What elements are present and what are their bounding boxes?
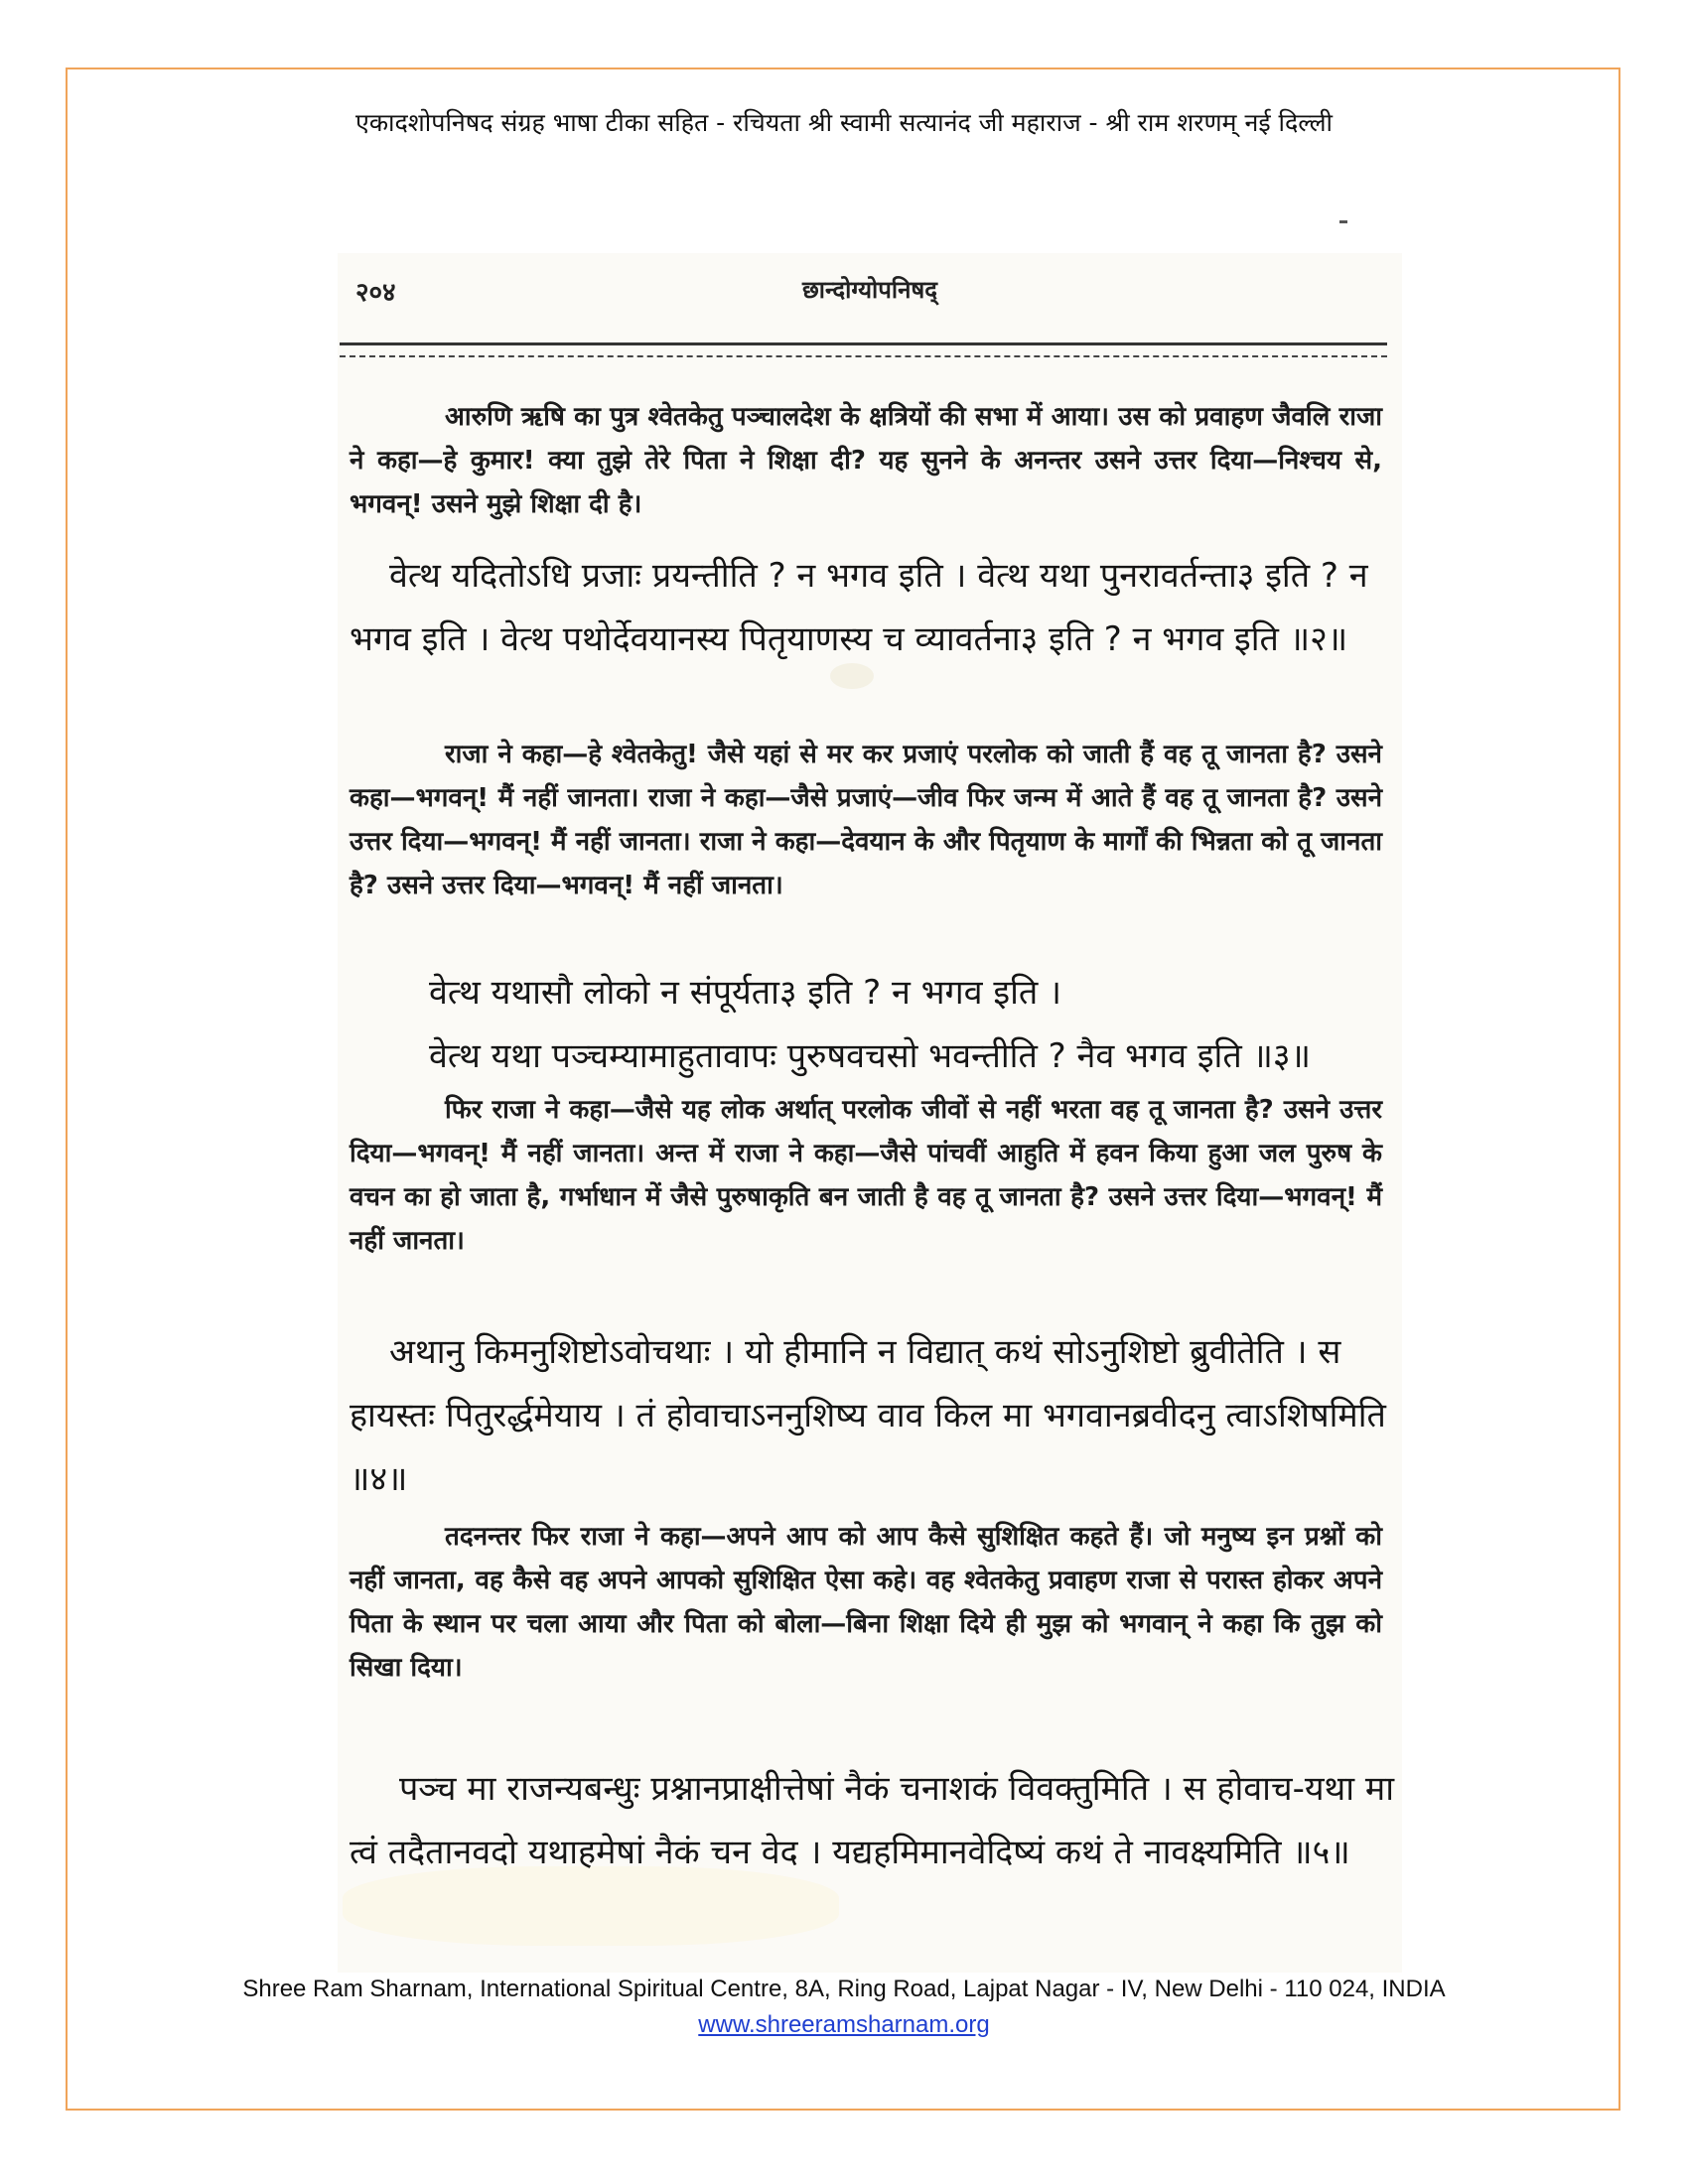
translation-paragraph-2: राजा ने कहा—हे श्वेतकेतु! जैसे यहां से मर कर प्रजाएं परलोक को जाती हैं वह तू जानता है? उसने कहा—भगवन्! मैं नहीं जानता। राजा ने कहा—जैसे प्रजाएं—जीव फिर जन्म में आते हैं वह तू जानता है? उसने उत्तर दिया—भगवन्! मैं नहीं जानता। राजा ने कहा—देवयान के और पितृयाण के मार्गों की भिन्नता को तू जानता है? उसने उत्तर दिया—भगवन्! मैं नहीं जानता। [350,740,1382,900]
verse-3-line-1: वेत्थ यथासौ लोको न संपूर्यता३ इति ? न भगव इति । [429,973,1061,1013]
running-title: छान्दोग्योपनिषद् [801,276,938,304]
translation-paragraph-3: फिर राजा ने कहा—जैसे यह लोक अर्थात् परलोक जीवों से नहीं भरता वह तू जानता है? उसने उत्तर दिया—भगवन्! मैं नहीं जानता। अन्त में राजा ने कहा—जैसे पांचवीं आहुति में हवन किया हुआ जल पुरुष के वचन का हो जाता है, गर्भाधान में जैसे पुरुषाकृति बन जाती है वह तू जानता है? उसने उत्तर दिया—भगवन्! मैं नहीं जानता। [350,1095,1382,1256]
verse-5: पञ्च मा राजन्यबन्धुः प्रश्नानप्राक्षीत्तेषां नैकं चनाशकं विवक्तुमिति । स होवाच-यथा मा त्वं तदैतानवदो यथाहमेषां नैकं चन वेद । यद्यहमिमानवेदिष्यं कथं ते नावक्ष्यमिति ॥५॥ [350,1769,1395,1872]
verse-3-line-2: वेत्थ यथा पञ्चम्यामाहुतावापः पुरुषवचसो भवन्तीति ? नैव भगव इति ॥३॥ [429,1036,1311,1076]
footer-website [0,2011,1688,2039]
ink-speck [1339,220,1347,223]
website-link[interactable]: www.shreeramsharnam.org [698,2011,990,2038]
verse-4: अथानु किमनुशिष्टोऽवोचथाः । यो हीमानि न विद्यात् कथं सोऽनुशिष्टो ब्रुवीतेति । स हायस्तः पितुरर्द्धमेयाय । तं होवाचाऽननुशिष्य वाव किल मा भगवानब्रवीदनु त्वाऽशिषमिति ॥४॥ [350,1332,1386,1499]
verse-2: वेत्थ यदितोऽधि प्रजाः प्रयन्तीति ? न भगव इति । वेत्थ यथा पुनरावर्तन्ता३ इति ? न भगव इति । वेत्थ पथोर्देवयानस्य पितृयाणस्य च व्यावर्तना३ इति ? न भगव इति ॥२॥ [350,556,1368,659]
page-number: २०४ [355,278,396,308]
scan-header [338,273,1402,313]
translation-paragraph-4: तदनन्तर फिर राजा ने कहा—अपने आप को आप कैसे सुशिक्षित कहते हैं। जो मनुष्य इन प्रश्नों को नहीं जानता, वह कैसे वह अपने आपको सुशिक्षित ऐसा कहे। वह श्वेतकेतु प्रवाहण राजा से परास्त होकर अपने पिता के स्थान पर चला आया और पिता को बोला—बिना शिक्षा दिये ही मुझ को भगवान् ने कहा कि तुझ को सिखा दिया। [350,1522,1382,1683]
header-rule [340,342,1387,345]
translation-paragraph-1: आरुणि ऋषि का पुत्र श्वेतकेतु पञ्चालदेश के क्षत्रियों की सभा में आया। उस को प्रवाहण जैवलि राजा ने कहा—हे कुमार! क्या तुझे तेरे पिता ने शिक्षा दी? यह सुनने के अनन्तर उसने उत्तर दिया—निश्चय से, भगवन्! उसने मुझे शिक्षा दी है। [350,402,1382,519]
header-rule-dashed [340,355,1387,357]
book-header: एकादशोपनिषद संग्रह भाषा टीका सहित - रचियता श्री स्वामी सत्यानंद जी महाराज - श्री राम शरणम् नई दिल्ली [355,108,1333,137]
verse-3 [350,961,1402,1088]
footer-address: Shree Ram Sharnam, International Spiritual Centre, 8A, Ring Road, Lajpat Nagar - IV, New Delhi - 110 024, INDIA [242,1976,1446,2002]
